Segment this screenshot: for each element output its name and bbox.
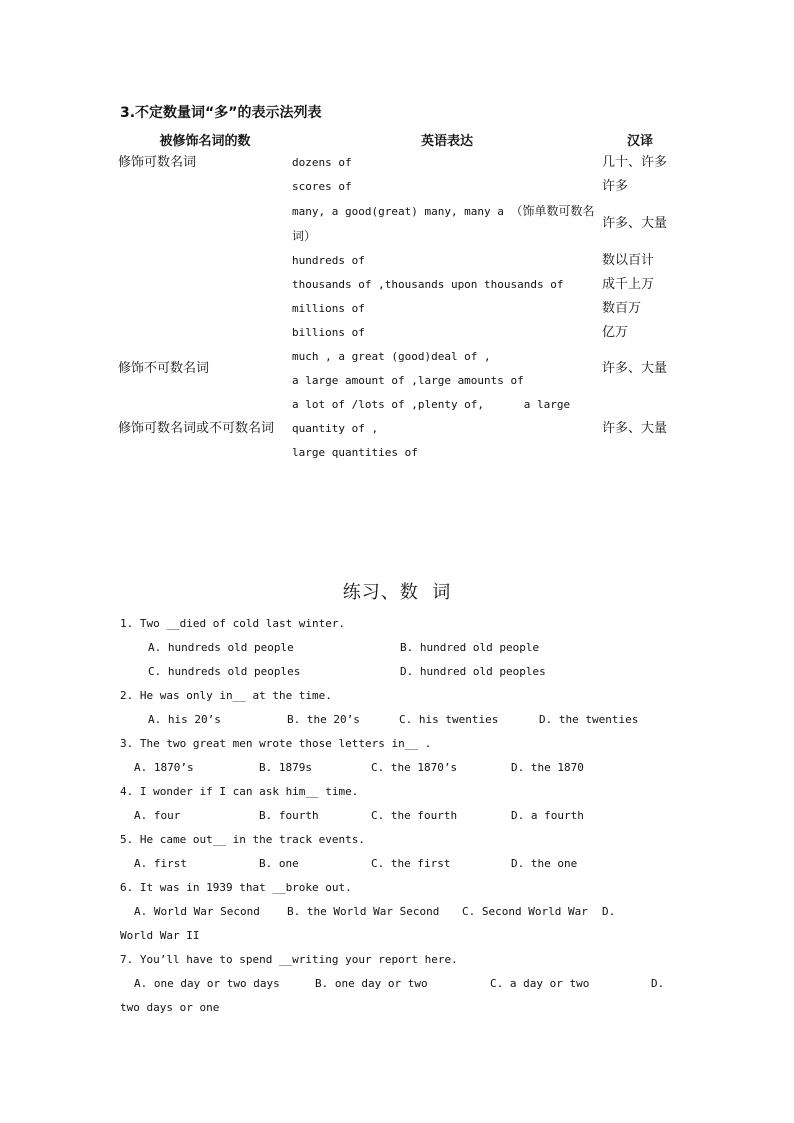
option-d: D. hundred old peoples (400, 665, 546, 678)
chinese-translation: 几十、许多 (602, 155, 668, 170)
option-row (120, 852, 680, 876)
option-d: D. a fourth (511, 809, 584, 822)
table-row (118, 393, 678, 465)
chinese-translation: 许多、大量 (602, 361, 668, 376)
expression-line: large quantities of (292, 446, 418, 459)
group-label-uncountable: 修饰不可数名词 (118, 361, 210, 376)
chinese-translation: 许多 (602, 179, 629, 194)
option-c: C. Second World War (462, 905, 588, 918)
english-main: many, a good(great) many, many a (292, 205, 504, 218)
english-expression (292, 199, 602, 249)
question-stem: 1. Two __died of cold last winter. (120, 617, 346, 630)
english-expression: scores of (292, 180, 352, 193)
chinese-translation: 许多、大量 (602, 421, 668, 436)
header-english: 英语表达 (420, 134, 473, 149)
table-row (118, 345, 678, 393)
option-c: C. the fourth (371, 809, 458, 822)
option-a: A. World War Second (134, 905, 260, 918)
group-label-countable: 修饰可数名词 (118, 155, 197, 170)
english-expression: millions of (292, 302, 365, 315)
option-b: B. fourth (259, 809, 319, 822)
option-c: C. hundreds old peoples (148, 665, 301, 678)
option-row (120, 708, 680, 732)
expression-line: quantity of , (292, 422, 379, 435)
question-3 (120, 732, 680, 780)
option-d: D. (602, 905, 616, 918)
exercise-title: 练习、数 词 (342, 582, 452, 603)
option-d: D. the twenties (539, 713, 639, 726)
option-c: C. his twenties (399, 713, 499, 726)
question-stem: 7. You’ll have to spend __writing your report here. (120, 953, 458, 966)
table-row (118, 321, 678, 345)
question-7 (120, 948, 680, 1020)
option-b: B. the 20’s (287, 713, 360, 726)
option-b: B. one (259, 857, 299, 870)
option-a: A. 1870’s (134, 761, 194, 774)
option-c: C. the first (371, 857, 451, 870)
table-header-row (118, 128, 678, 151)
english-expression (292, 345, 602, 393)
english-expression (292, 393, 602, 465)
expression-line: a lot of /lots of ,plenty of, a large (292, 398, 571, 411)
option-b: B. the World War Second (287, 905, 440, 918)
table-row (118, 151, 678, 175)
question-stem: 4. I wonder if I can ask him__ time. (120, 785, 359, 798)
chinese-translation: 成千上万 (602, 277, 655, 292)
chinese-translation: 数以百计 (602, 253, 655, 268)
option-d: D. (651, 977, 665, 990)
english-expression: thousands of ,thousands upon thousands of (292, 278, 564, 291)
option-row (120, 900, 680, 924)
question-4 (120, 780, 680, 828)
english-note: （饰单数可数名词） (292, 204, 595, 243)
option-row (120, 972, 680, 996)
table-row (118, 249, 678, 273)
question-stem: 6. It was in 1939 that __broke out. (120, 881, 352, 894)
option-a: A. his 20’s (148, 713, 221, 726)
question-stem: 5. He came out__ in the track events. (120, 833, 366, 846)
option-a: A. one day or two days (134, 977, 280, 990)
english-expression: dozens of (292, 156, 352, 169)
option-row (120, 756, 680, 780)
english-expression: billions of (292, 326, 365, 339)
option-c: C. a day or two (490, 977, 590, 990)
option-d: D. the 1870 (511, 761, 584, 774)
header-chinese: 汉译 (626, 134, 653, 149)
quantifier-table (118, 128, 678, 465)
chinese-translation: 许多、大量 (602, 216, 668, 231)
table-row (118, 175, 678, 199)
table-row (118, 199, 678, 249)
table-row (118, 297, 678, 321)
option-row (120, 636, 680, 660)
option-a: A. four (134, 809, 181, 822)
option-b: B. one day or two (315, 977, 428, 990)
question-2 (120, 684, 680, 732)
exercise-list (120, 612, 680, 1020)
option-row (120, 660, 680, 684)
option-a: A. hundreds old people (148, 641, 294, 654)
chinese-translation: 亿万 (602, 325, 629, 340)
question-6 (120, 876, 680, 948)
section-title: 3.不定数量词“多”的表示法列表 (120, 105, 322, 121)
option-d: D. the one (511, 857, 578, 870)
table-row (118, 273, 678, 297)
option-b: B. 1879s (259, 761, 312, 774)
expression-line: much , a great (good)deal of , (292, 350, 491, 363)
option-d-continued: World War II (120, 929, 200, 942)
option-row (120, 804, 680, 828)
english-expression: hundreds of (292, 254, 365, 267)
option-d-continued: two days or one (120, 1001, 220, 1014)
question-stem: 2. He was only in__ at the time. (120, 689, 332, 702)
expression-line: a large amount of ,large amounts of (292, 374, 524, 387)
option-b: B. hundred old people (400, 641, 540, 654)
header-noun-number: 被修饰名词的数 (159, 134, 251, 149)
option-a: A. first (134, 857, 187, 870)
question-5 (120, 828, 680, 876)
question-stem: 3. The two great men wrote those letters in__ . (120, 737, 432, 750)
option-c: C. the 1870’s (371, 761, 458, 774)
group-label-both: 修饰可数名词或不可数名词 (118, 421, 275, 436)
chinese-translation: 数百万 (602, 301, 642, 316)
question-1 (120, 612, 680, 684)
